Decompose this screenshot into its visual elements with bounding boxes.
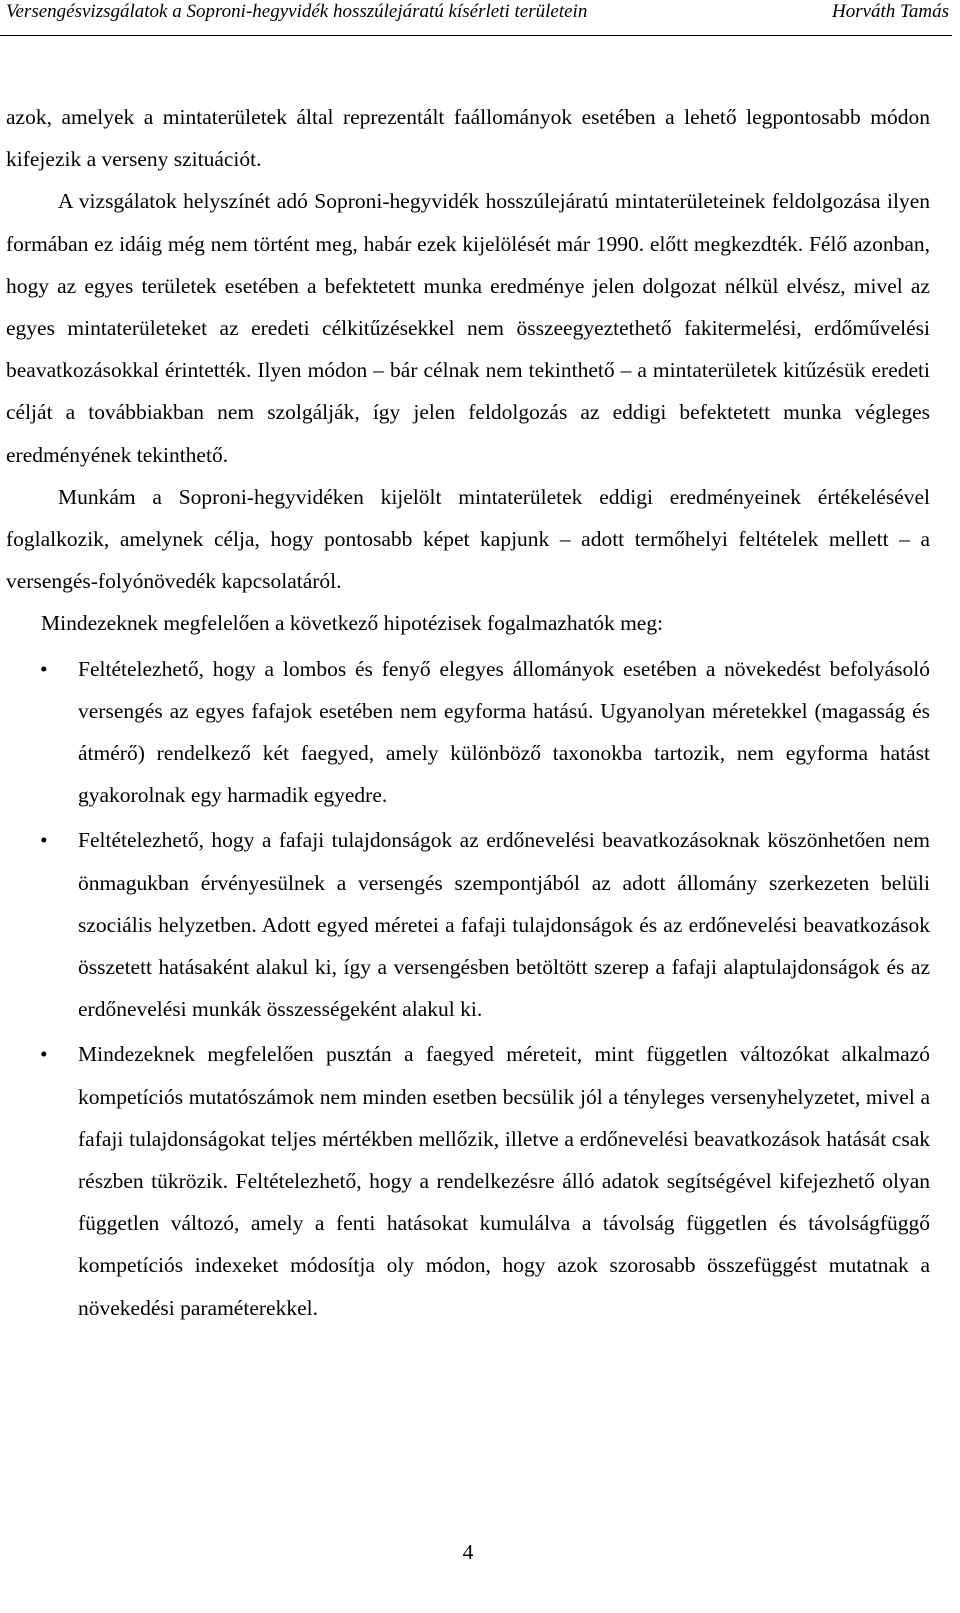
- header-author: Horváth Tamás: [831, 1, 949, 22]
- page-number: 4: [462, 1540, 474, 1564]
- hypothesis-text: Feltételezhető, hogy a lombos és fenyő elegyes állományok esetében a növekedést befolyásoló versengés az egyes fafajok esetében nem egyforma hatású. Ugyanolyan méretekkel (magasság és átmérő) rendelkező két faegyed, amely különböző taxonokba tartozik, nem egyforma hatást gyakorolnak egy harmadik egyedre.: [78, 656, 930, 808]
- page-body: [6, 96, 930, 1329]
- hypothesis-text: Feltételezhető, hogy a fafaji tulajdonságok az erdőnevelési beavatkozásoknak köszönhetően nem önmagukban érvényesülnek a versengés szempontjából az adott állomány szerkezeten belüli szociális helyzetben. Adott egyed méretei a fafaji tulajdonságok és az erdőnevelési beavatkozások összetett hatásaként alakul ki, így a versengésben betöltött szerep a fafaji alaptulajdonságok és az erdőnevelési munkák összességeként alakul ki.: [78, 828, 930, 1022]
- running-header: [0, 0, 952, 36]
- hypothesis-list: [6, 648, 930, 1329]
- paragraph-3: Munkám a Soproni-hegyvidéken kijelölt mintaterületek eddigi eredményeinek értékelésével foglalkozik, amelynek célja, hogy pontosabb képet kapjunk – adott termőhelyi feltételek mellett – a versengés-folyónövedék kapcsolatáról.: [6, 484, 930, 594]
- bullet-icon: •: [40, 828, 48, 853]
- bullet-icon: •: [40, 1042, 48, 1067]
- hypothesis-text: Mindezeknek megfelelően pusztán a faegyed méreteit, mint független változókat alkalmazó kompetíciós mutatószámok nem minden esetben becsülik jól a tényleges versenyhelyzetet, mivel a fafaji tulajdonságokat teljes mértékben mellőzik, illetve a erdőnevelési beavatkozások hatását csak részben tükrözik. Feltételezhető, hogy a rendelkezésre álló adatok segítségével kifejezhető olyan független változó, amely a fenti hatásokat kumulálva a távolság független és távolságfüggő kompetíciós indexeket módosítja oly módon, hogy azok szorosabb összefüggést mutatnak a növekedési paraméterekkel.: [78, 1042, 930, 1320]
- hypothesis-item-3: [6, 1033, 930, 1328]
- paragraph-2: A vizsgálatok helyszínét adó Soproni-hegyvidék hosszúlejáratú mintaterületeinek feldolgozása ilyen formában ez idáig még nem történt meg, habár ezek kijelölését már 1990. előtt megkezdték. Félő azonban, hogy az egyes területek esetében a befektetett munka eredménye jelen dolgozat nélkül elvész, mivel az egyes mintaterületeket az eredeti célkitűzésekkel nem összeegyeztethető fakitermelési, erdőművelési beavatkozásokkal érintették. Ilyen módon – bár célnak nem tekinthető – a mintaterületek kitűzésük eredeti célját a továbbiakban nem szolgálják, így jelen feldolgozás az eddigi befektetett munka végleges eredményének tekinthető.: [6, 189, 930, 467]
- header-title: Versengésvizsgálatok a Soproni-hegyvidék hosszúlejáratú kísérleti területein: [6, 1, 588, 22]
- paragraph-1: azok, amelyek a mintaterületek által reprezentált faállományok esetében a lehető legpontosabb módon kifejezik a verseny szituációt.: [6, 105, 930, 172]
- paragraph-4: Mindezeknek megfelelően a következő hipotézisek fogalmazhatók meg:: [41, 611, 664, 636]
- hypothesis-item-1: [6, 648, 930, 817]
- bullet-icon: •: [40, 656, 48, 681]
- hypothesis-item-2: [6, 819, 930, 1030]
